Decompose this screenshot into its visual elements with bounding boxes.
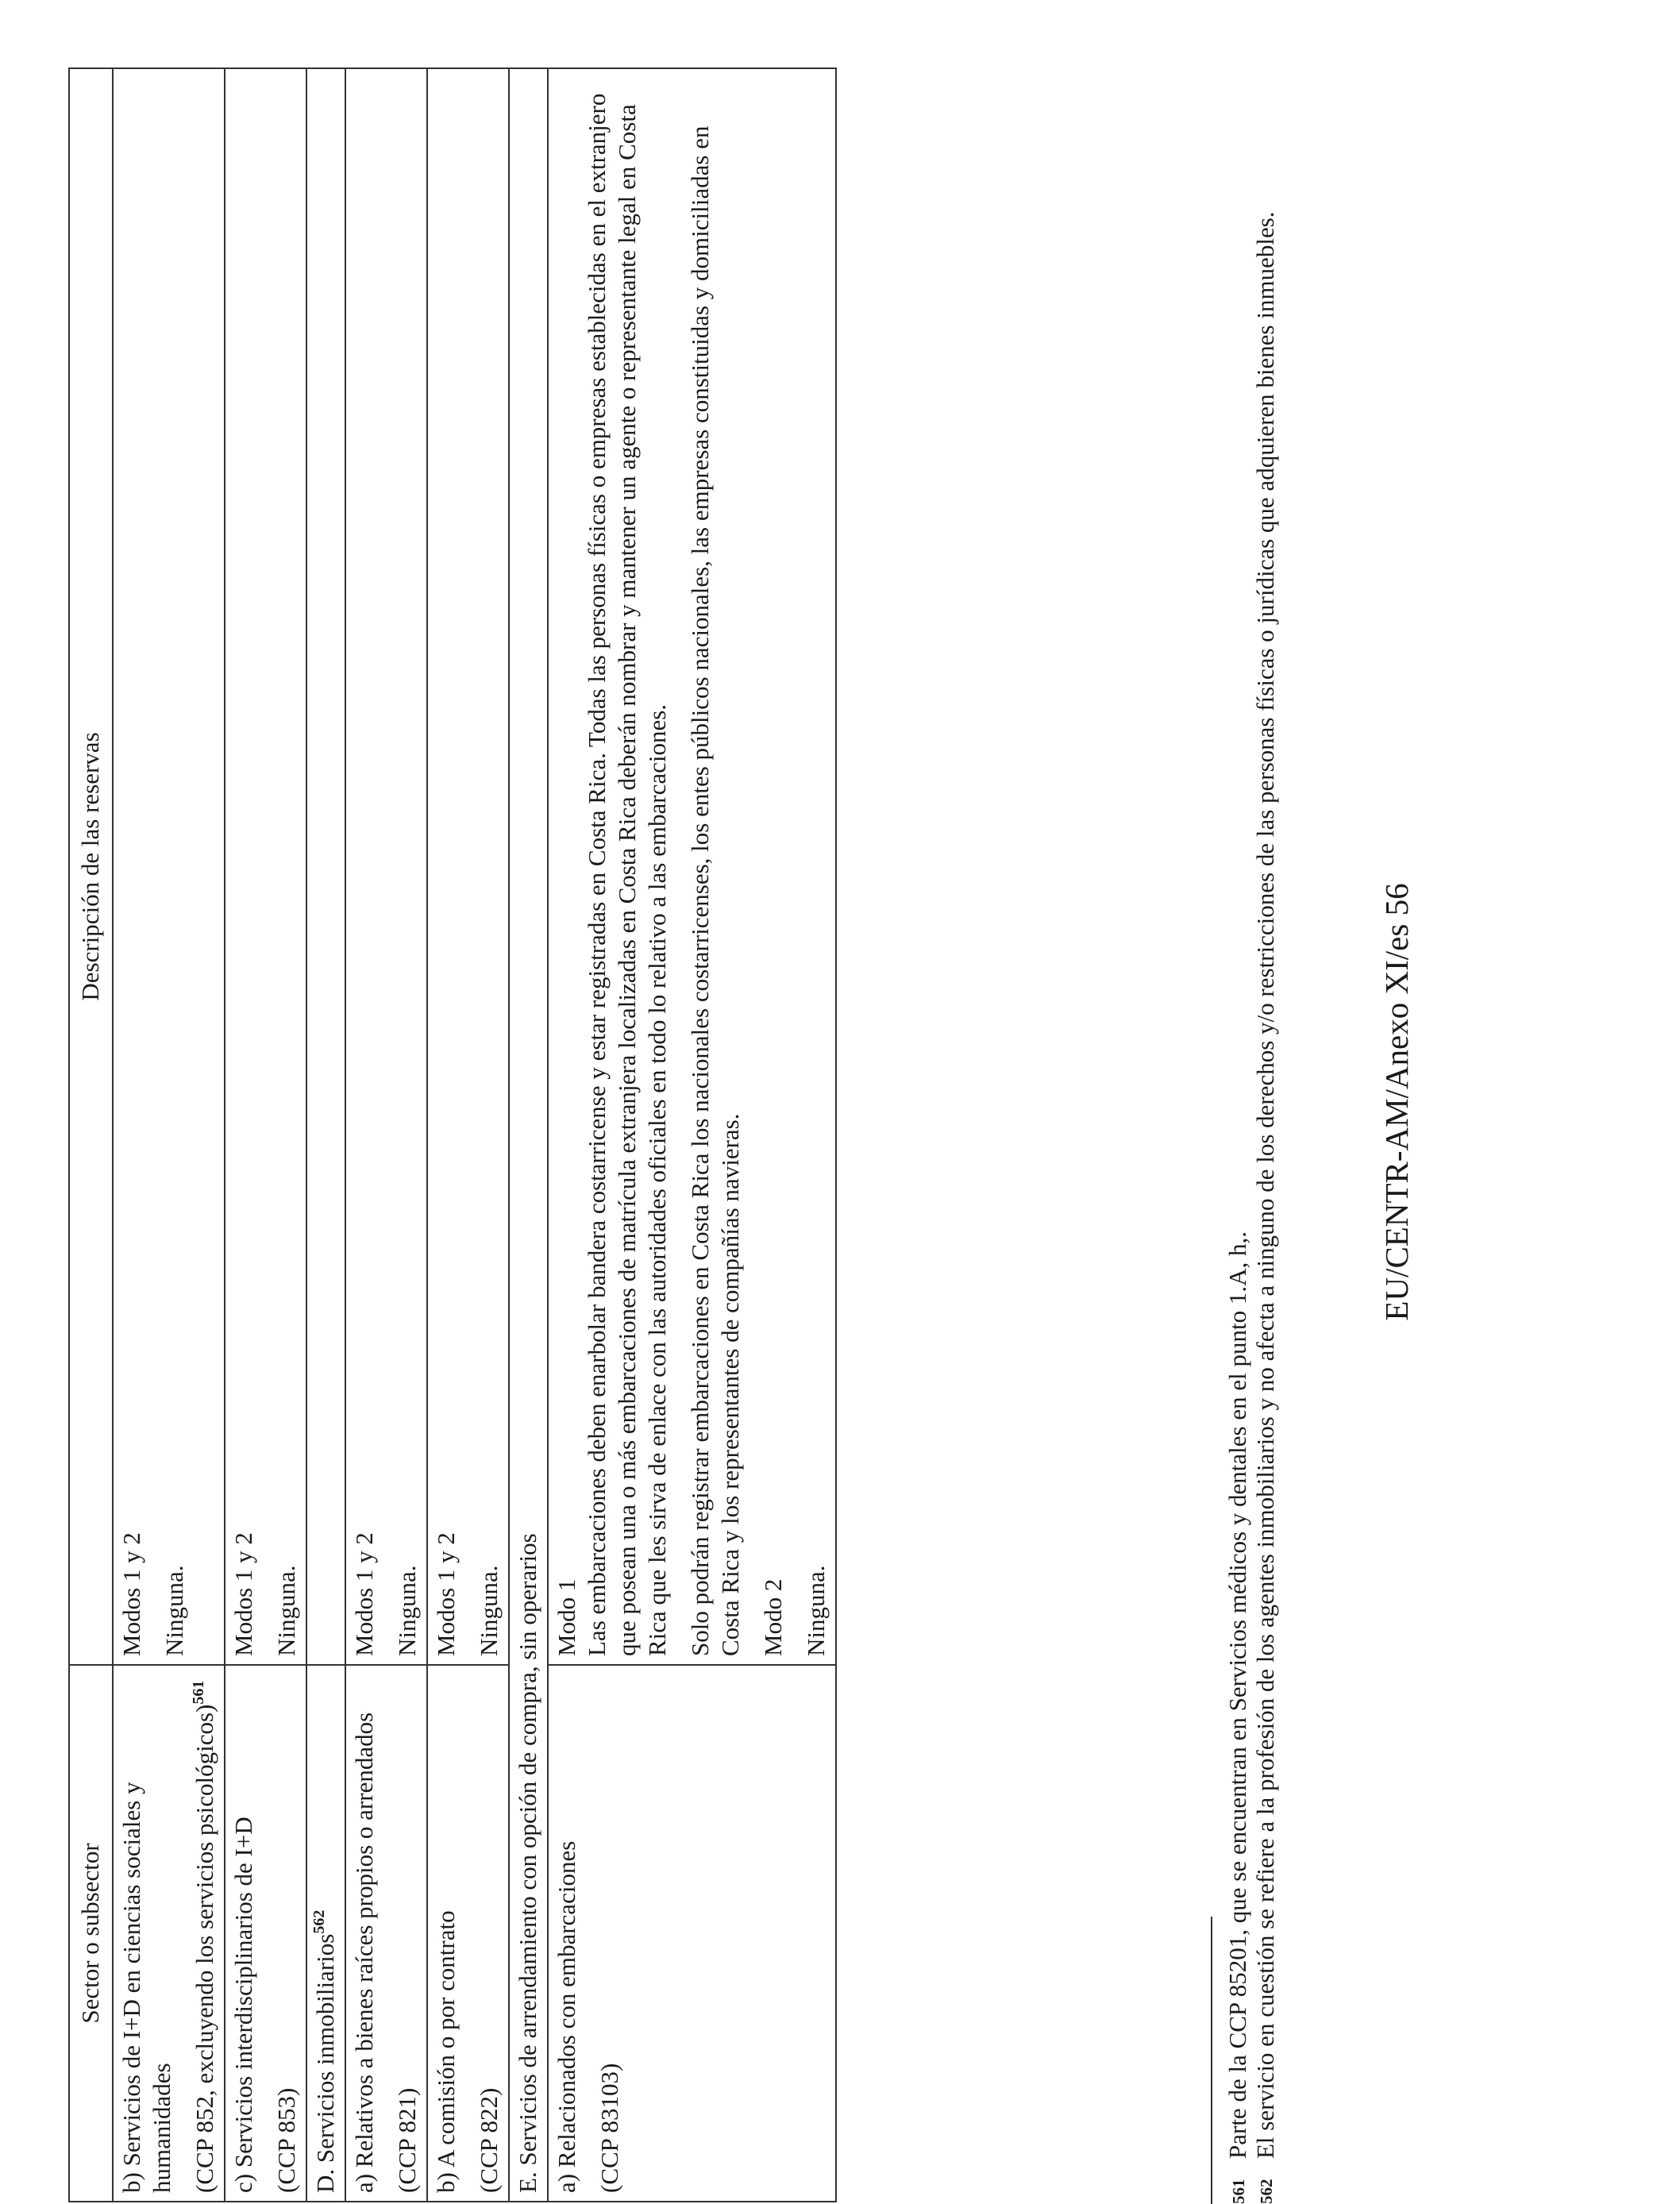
header-description: Descripción de las reservas xyxy=(69,68,113,1665)
table-header-row xyxy=(69,68,113,2202)
footnote-561 xyxy=(1224,21,1252,2204)
mode-label: Modos 1 y 2 xyxy=(432,1532,460,1656)
sector-code: (CCP 822) xyxy=(475,2087,503,2193)
sector-code xyxy=(190,1674,220,2193)
table-row xyxy=(113,68,225,2202)
table-row xyxy=(345,68,427,2202)
footnote-ref-562: 562 xyxy=(310,1909,328,1934)
sector-name: c) Servicios interdisciplinarios de I+D xyxy=(229,1817,257,2193)
sector-cell xyxy=(427,1665,509,2202)
sector-cell xyxy=(225,1665,306,2202)
footnote-number: 562 xyxy=(1257,2179,1276,2204)
description-cell xyxy=(225,68,306,1665)
reservation-text: Las embarcaciones deben enarbolar bandera costarricense y estar registradas en Costa Rica. Todas las personas físicas o empresas establecidas en el extranjero que posean una o más embarcaciones de matrícula extranjera localizadas en Costa Rica deberán nombrar y mantener un agente o representante legal en Costa Rica que les sirva de enlace con las autoridades oficiales en todo lo relativo a las embarcaciones. xyxy=(583,93,671,1656)
sector-name: a) Relativos a bienes raíces propios o arrendados xyxy=(350,1712,378,2193)
description-cell xyxy=(113,68,225,1665)
sector-code: (CCP 853) xyxy=(272,2087,300,2193)
footnote-number: 561 xyxy=(1229,2179,1248,2204)
section-heading: E. Servicios de arrendamiento con opción de compra, sin operarios xyxy=(514,1533,541,2193)
reservation-text: Ninguna. xyxy=(272,1565,300,1656)
table-row xyxy=(427,68,509,2202)
sector-code: (CCP 83103) xyxy=(595,2063,623,2193)
reservation-text: Solo podrán registrar embarcaciones en Costa Rica los nacionales costarricenses, los entes públicos nacionales, las empresas constituidas y domiciliadas en Costa Rica y los representantes de compañías navieras. xyxy=(686,125,744,1656)
empty-cell xyxy=(306,68,345,1665)
section-row-e xyxy=(509,68,548,2202)
sector-code-text: (CCP 852, excluyendo los servicios psicológicos) xyxy=(191,1704,218,2193)
footnotes-section xyxy=(1211,21,1280,2204)
section-row-d xyxy=(306,68,345,2202)
reservations-table xyxy=(68,67,837,2202)
reservation-text: Ninguna. xyxy=(160,1565,188,1656)
description-cell xyxy=(427,68,509,1665)
mode-label: Modos 1 y 2 xyxy=(350,1532,378,1656)
table-row xyxy=(548,68,836,2202)
footnote-text: Parte de la CCP 85201, que se encuentran en Servicios médicos y dentales en el punto 1.A, h,. xyxy=(1223,1231,1251,2159)
description-cell xyxy=(345,68,427,1665)
footnote-562 xyxy=(1252,21,1280,2204)
sector-cell xyxy=(345,1665,427,2202)
header-sector: Sector o subsector xyxy=(69,1665,113,2202)
footnote-separator xyxy=(1211,1917,1212,2204)
section-heading-cell xyxy=(509,68,548,2202)
reservation-text: Ninguna. xyxy=(393,1565,421,1656)
reservation-text: Ninguna. xyxy=(475,1565,503,1656)
sector-cell xyxy=(548,1665,836,2202)
mode-label: Modos 1 y 2 xyxy=(118,1532,145,1656)
footnote-ref-561: 561 xyxy=(190,1680,207,1705)
sector-name: b) A comisión o por contrato xyxy=(432,1910,460,2193)
table-row xyxy=(225,68,306,2202)
mode-label: Modo 1 xyxy=(553,1578,580,1656)
description-cell xyxy=(548,68,836,1665)
sector-cell xyxy=(113,1665,225,2202)
mode-label: Modo 2 xyxy=(759,1578,787,1656)
sector-name: a) Relacionados con embarcaciones xyxy=(553,1840,580,2193)
section-heading-cell xyxy=(306,1665,345,2202)
sector-code: (CCP 821) xyxy=(393,2087,421,2193)
section-heading: D. Servicios inmobiliarios xyxy=(311,1933,339,2193)
sector-name: b) Servicios de I+D en ciencias sociales y humanidades xyxy=(118,1782,175,2193)
footnote-text: El servicio en cuestión se refiere a la profesión de los agentes inmobiliarios y no afecta a ninguno de los derechos y/o restricciones de las personas físicas o jurídicas que adquieren bienes inmuebles. xyxy=(1251,211,1279,2159)
reservation-text: Ninguna. xyxy=(802,1565,830,1656)
page-footer: EU/CENTR-AM/Anexo XI/es 56 xyxy=(1378,883,1415,1321)
mode-label: Modos 1 y 2 xyxy=(229,1532,257,1656)
